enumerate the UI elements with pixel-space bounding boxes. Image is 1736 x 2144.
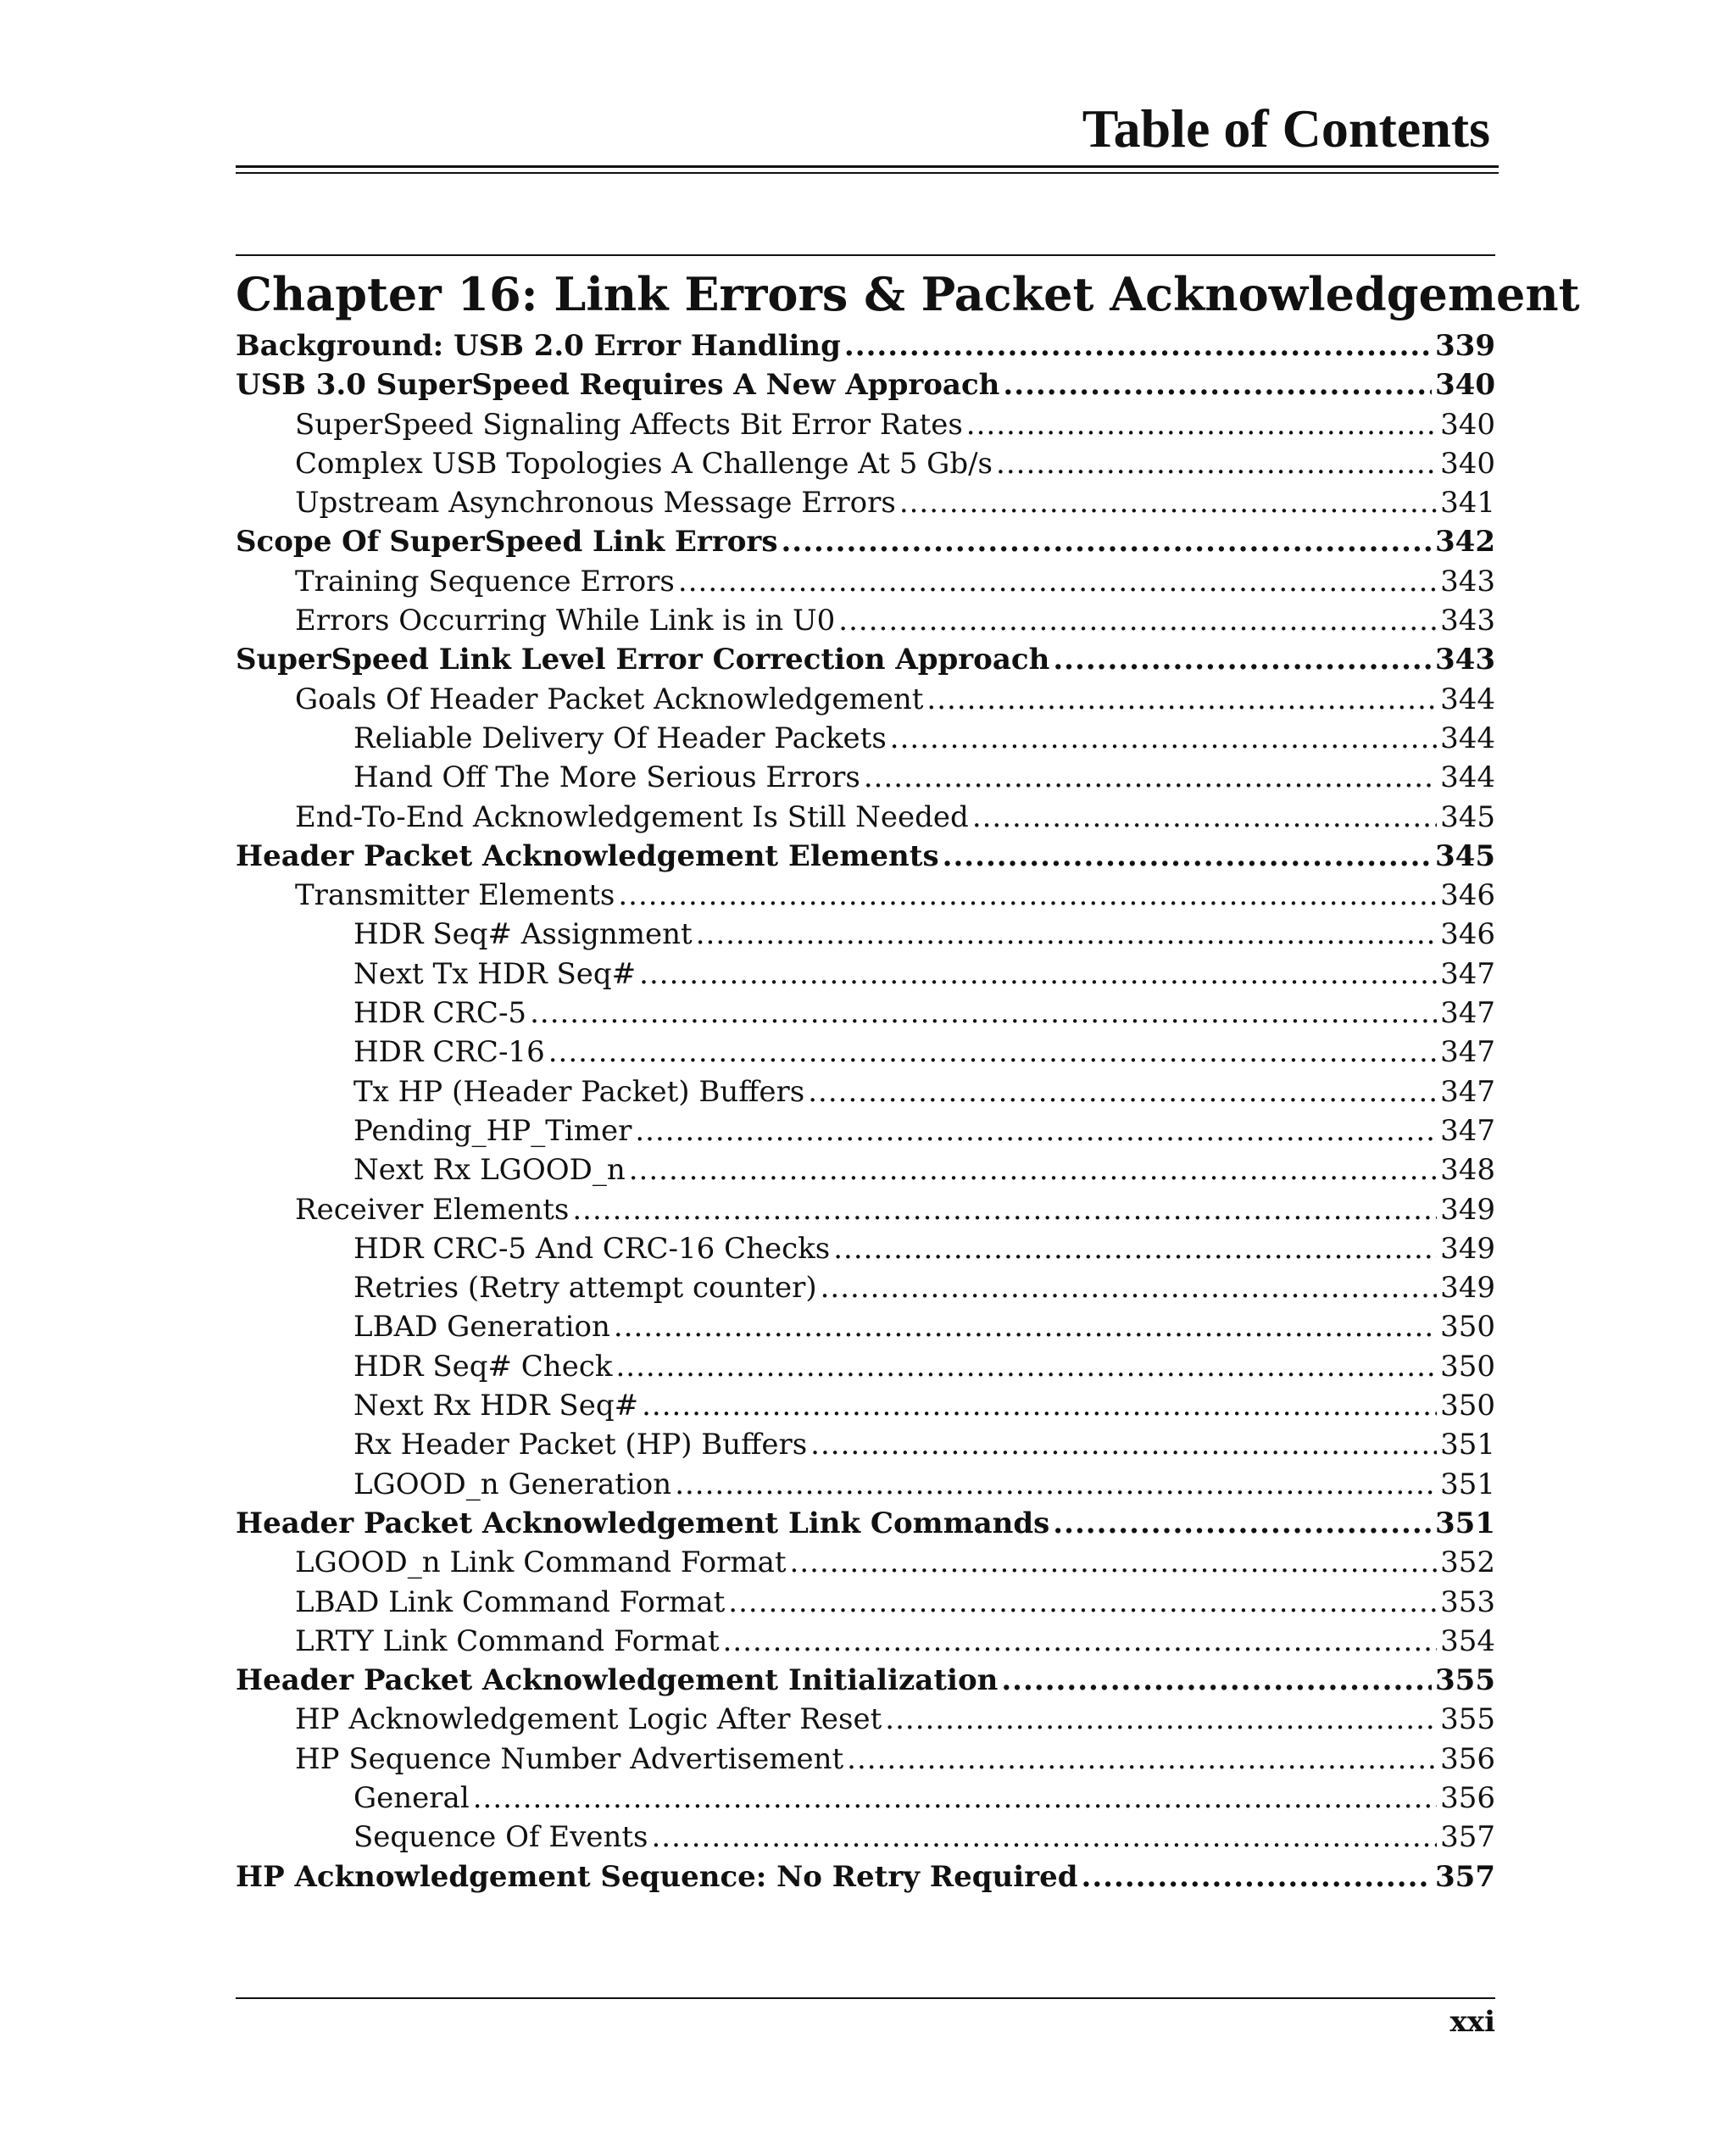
header-rule-thin [236, 172, 1499, 174]
toc-dot-leader [810, 1425, 1437, 1464]
toc-entry-label: Header Packet Acknowledgement Link Commands [236, 1506, 1050, 1540]
toc-dot-leader [781, 522, 1432, 561]
toc-entry[interactable] [236, 1622, 1495, 1661]
toc-entry[interactable] [236, 444, 1495, 483]
toc-entry[interactable] [236, 876, 1495, 915]
toc-entry[interactable] [236, 1661, 1495, 1700]
toc-entry-label: Next Tx HDR Seq# [353, 956, 637, 991]
toc-entry-label: HP Sequence Number Advertisement [295, 1741, 844, 1776]
toc-dot-leader [642, 1386, 1437, 1425]
toc-entry[interactable] [236, 1268, 1495, 1307]
toc-entry[interactable] [236, 1700, 1495, 1739]
toc-dot-leader [790, 1543, 1438, 1582]
toc-dot-leader [899, 483, 1437, 522]
toc-entry-page-number: 339 [1435, 329, 1495, 363]
toc-dot-leader [996, 444, 1437, 483]
toc-entry-label: General [353, 1780, 470, 1815]
toc-dot-leader [530, 994, 1437, 1033]
toc-entry[interactable] [236, 1229, 1495, 1268]
toc-entry-page-number: 351 [1440, 1428, 1495, 1462]
toc-entry[interactable] [236, 1307, 1495, 1346]
toc-entry[interactable] [236, 326, 1495, 365]
toc-entry-page-number: 350 [1440, 1310, 1495, 1345]
toc-entry[interactable] [236, 601, 1495, 640]
toc-entry[interactable] [236, 365, 1495, 404]
toc-dot-leader [833, 1229, 1437, 1268]
toc-entry-page-number: 340 [1440, 446, 1495, 481]
toc-entry-label: Reliable Delivery Of Header Packets [353, 721, 887, 755]
toc-entry-page-number: 356 [1440, 1780, 1495, 1815]
toc-entry[interactable] [236, 1386, 1495, 1425]
toc-entry-page-number: 343 [1440, 604, 1495, 638]
toc-entry-label: LBAD Generation [353, 1310, 610, 1345]
toc-dot-leader [548, 1033, 1437, 1072]
toc-entry[interactable] [236, 1425, 1495, 1464]
toc-entry-label: End-To-End Acknowledgement Is Still Needed [295, 799, 969, 834]
toc-entry-label: HDR Seq# Assignment [353, 917, 693, 952]
toc-dot-leader [572, 1190, 1437, 1229]
toc-entry-page-number: 347 [1440, 996, 1495, 1031]
toc-entry[interactable] [236, 1150, 1495, 1189]
toc-dot-leader [652, 1818, 1438, 1857]
header-rule-thick [236, 165, 1499, 168]
toc-entry-page-number: 352 [1440, 1545, 1495, 1580]
toc-entry[interactable] [236, 994, 1495, 1033]
toc-entry-page-number: 347 [1440, 1074, 1495, 1109]
toc-entry[interactable] [236, 719, 1495, 758]
toc-entry-page-number: 341 [1440, 486, 1495, 521]
toc-entry-page-number: 343 [1435, 643, 1495, 677]
toc-entry-page-number: 340 [1435, 368, 1495, 403]
toc-entry-page-number: 346 [1440, 917, 1495, 952]
toc-entry[interactable] [236, 1465, 1495, 1504]
toc-entry-page-number: 355 [1435, 1663, 1495, 1698]
toc-entry-page-number: 344 [1440, 721, 1495, 755]
toc-entry-page-number: 349 [1440, 1192, 1495, 1227]
toc-entry-label: HDR CRC-5 [353, 996, 527, 1031]
toc-entry[interactable] [236, 1818, 1495, 1857]
toc-entry[interactable] [236, 1072, 1495, 1111]
toc-entry-label: Tx HP (Header Packet) Buffers [353, 1074, 805, 1109]
toc-dot-leader [844, 326, 1432, 365]
toc-entry[interactable] [236, 1779, 1495, 1818]
toc-entry[interactable] [236, 1857, 1495, 1896]
toc-entry-label: LGOOD_n Link Command Format [295, 1545, 787, 1580]
toc-dot-leader [614, 1307, 1437, 1346]
toc-entry-page-number: 345 [1440, 799, 1495, 834]
toc-entry-label: HDR Seq# Check [353, 1349, 613, 1384]
toc-entry-page-number: 350 [1440, 1349, 1495, 1384]
page-number: xxi [1449, 2005, 1495, 2039]
toc-entry[interactable] [236, 915, 1495, 954]
toc-entry[interactable] [236, 522, 1495, 561]
footer-rule [236, 1997, 1495, 1999]
toc-entry-page-number: 351 [1435, 1506, 1495, 1540]
toc-entry[interactable] [236, 1543, 1495, 1582]
toc-entry-label: LGOOD_n Generation [353, 1467, 672, 1501]
toc-dot-leader [635, 1111, 1437, 1150]
toc-entry-page-number: 349 [1440, 1271, 1495, 1306]
toc-entry[interactable] [236, 1190, 1495, 1229]
toc-entry[interactable] [236, 640, 1495, 679]
toc-entry[interactable] [236, 1504, 1495, 1543]
toc-entry-page-number: 349 [1440, 1231, 1495, 1266]
toc-entry[interactable] [236, 798, 1495, 837]
toc-entry-label: HDR CRC-16 [353, 1035, 545, 1070]
toc-entry-page-number: 354 [1440, 1623, 1495, 1658]
toc-entry-label: USB 3.0 SuperSpeed Requires A New Approach [236, 368, 1000, 403]
toc-dot-leader [821, 1268, 1437, 1307]
toc-entry[interactable] [236, 955, 1495, 994]
toc-entry-page-number: 343 [1440, 564, 1495, 599]
toc-entry-page-number: 346 [1440, 878, 1495, 913]
toc-dot-leader [675, 1465, 1437, 1504]
toc-dot-leader [629, 1150, 1437, 1189]
toc-entry-label: Errors Occurring While Link is in U0 [295, 604, 836, 638]
toc-entry-label: Header Packet Acknowledgement Elements [236, 838, 939, 873]
chapter-rule [236, 254, 1495, 256]
toc-dot-leader [618, 876, 1437, 915]
toc-entry-label: LBAD Link Command Format [295, 1584, 726, 1619]
running-header-title: Table of Contents [1082, 98, 1490, 159]
toc-dot-leader [1001, 1661, 1432, 1700]
toc-list [236, 326, 1495, 1896]
toc-dot-leader [696, 915, 1437, 954]
toc-entry[interactable] [236, 405, 1495, 444]
toc-entry-label: Complex USB Topologies A Challenge At 5 Gb/s [295, 446, 993, 481]
toc-entry-page-number: 350 [1440, 1389, 1495, 1423]
toc-entry[interactable] [236, 758, 1495, 797]
toc-entry-label: Rx Header Packet (HP) Buffers [353, 1428, 808, 1462]
toc-entry-page-number: 342 [1435, 525, 1495, 560]
toc-dot-leader [943, 837, 1432, 876]
toc-entry-page-number: 347 [1440, 1113, 1495, 1148]
toc-entry-page-number: 357 [1435, 1859, 1495, 1894]
toc-entry-label: SuperSpeed Signaling Affects Bit Error Rates [295, 407, 963, 442]
toc-entry-page-number: 355 [1440, 1702, 1495, 1737]
toc-entry-label: Next Rx LGOOD_n [353, 1153, 626, 1188]
toc-entry-page-number: 347 [1440, 956, 1495, 991]
toc-entry-label: Retries (Retry attempt counter) [353, 1271, 817, 1306]
toc-entry[interactable] [236, 562, 1495, 601]
toc-entry[interactable] [236, 837, 1495, 876]
toc-entry[interactable] [236, 1033, 1495, 1072]
toc-entry-label: HP Acknowledgement Sequence: No Retry Required [236, 1859, 1078, 1894]
toc-dot-leader [723, 1622, 1437, 1661]
toc-dot-leader [808, 1072, 1437, 1111]
toc-entry-page-number: 356 [1440, 1741, 1495, 1776]
toc-entry-page-number: 353 [1440, 1584, 1495, 1619]
toc-entry-page-number: 344 [1440, 760, 1495, 795]
toc-dot-leader [1053, 640, 1432, 679]
toc-dot-leader [1053, 1504, 1432, 1543]
toc-entry-page-number: 357 [1440, 1820, 1495, 1855]
toc-entry-label: Header Packet Acknowledgement Initialization [236, 1663, 999, 1698]
toc-dot-leader [966, 405, 1437, 444]
toc-dot-leader [972, 798, 1437, 837]
toc-dot-leader [890, 719, 1437, 758]
toc-entry[interactable] [236, 1740, 1495, 1779]
toc-entry-page-number: 340 [1440, 407, 1495, 442]
toc-entry-page-number: 348 [1440, 1153, 1495, 1188]
toc-entry-label: Pending_HP_Timer [353, 1113, 632, 1148]
toc-entry-label: Transmitter Elements [295, 878, 615, 913]
toc-entry-label: LRTY Link Command Format [295, 1623, 720, 1658]
toc-entry-page-number: 344 [1440, 682, 1495, 716]
toc-entry-label: SuperSpeed Link Level Error Correction Approach [236, 643, 1050, 677]
toc-dot-leader [1082, 1857, 1433, 1896]
toc-dot-leader [926, 680, 1437, 719]
toc-entry-label: Upstream Asynchronous Message Errors [295, 486, 896, 521]
toc-entry-label: HP Acknowledgement Logic After Reset [295, 1702, 882, 1737]
toc-entry-label: Next Rx HDR Seq# [353, 1389, 639, 1423]
toc-dot-leader [885, 1700, 1437, 1739]
toc-entry-label: Training Sequence Errors [295, 564, 675, 599]
toc-dot-leader [847, 1740, 1437, 1779]
toc-entry-label: Sequence Of Events [353, 1820, 648, 1855]
toc-entry[interactable] [236, 1347, 1495, 1386]
toc-entry-label: HDR CRC-5 And CRC-16 Checks [353, 1231, 831, 1266]
toc-dot-leader [864, 758, 1437, 797]
toc-dot-leader [838, 601, 1437, 640]
toc-dot-leader [639, 955, 1437, 994]
toc-entry-label: Scope Of SuperSpeed Link Errors [236, 525, 778, 560]
chapter-title: Chapter 16: Link Errors & Packet Acknowledgement [236, 267, 1580, 321]
toc-dot-leader [728, 1583, 1437, 1622]
toc-dot-leader [678, 562, 1437, 601]
toc-entry[interactable] [236, 483, 1495, 522]
toc-entry-page-number: 351 [1440, 1467, 1495, 1501]
toc-entry[interactable] [236, 1583, 1495, 1622]
toc-entry-label: Goals Of Header Packet Acknowledgement [295, 682, 924, 716]
toc-entry-label: Hand Off The More Serious Errors [353, 760, 860, 795]
toc-dot-leader [473, 1779, 1437, 1818]
toc-entry-label: Background: USB 2.0 Error Handling [236, 329, 841, 363]
toc-entry[interactable] [236, 680, 1495, 719]
toc-entry-page-number: 347 [1440, 1035, 1495, 1070]
toc-entry-label: Receiver Elements [295, 1192, 570, 1227]
toc-entry[interactable] [236, 1111, 1495, 1150]
toc-entry-page-number: 345 [1435, 838, 1495, 873]
toc-dot-leader [1003, 365, 1432, 404]
toc-dot-leader [615, 1347, 1437, 1386]
